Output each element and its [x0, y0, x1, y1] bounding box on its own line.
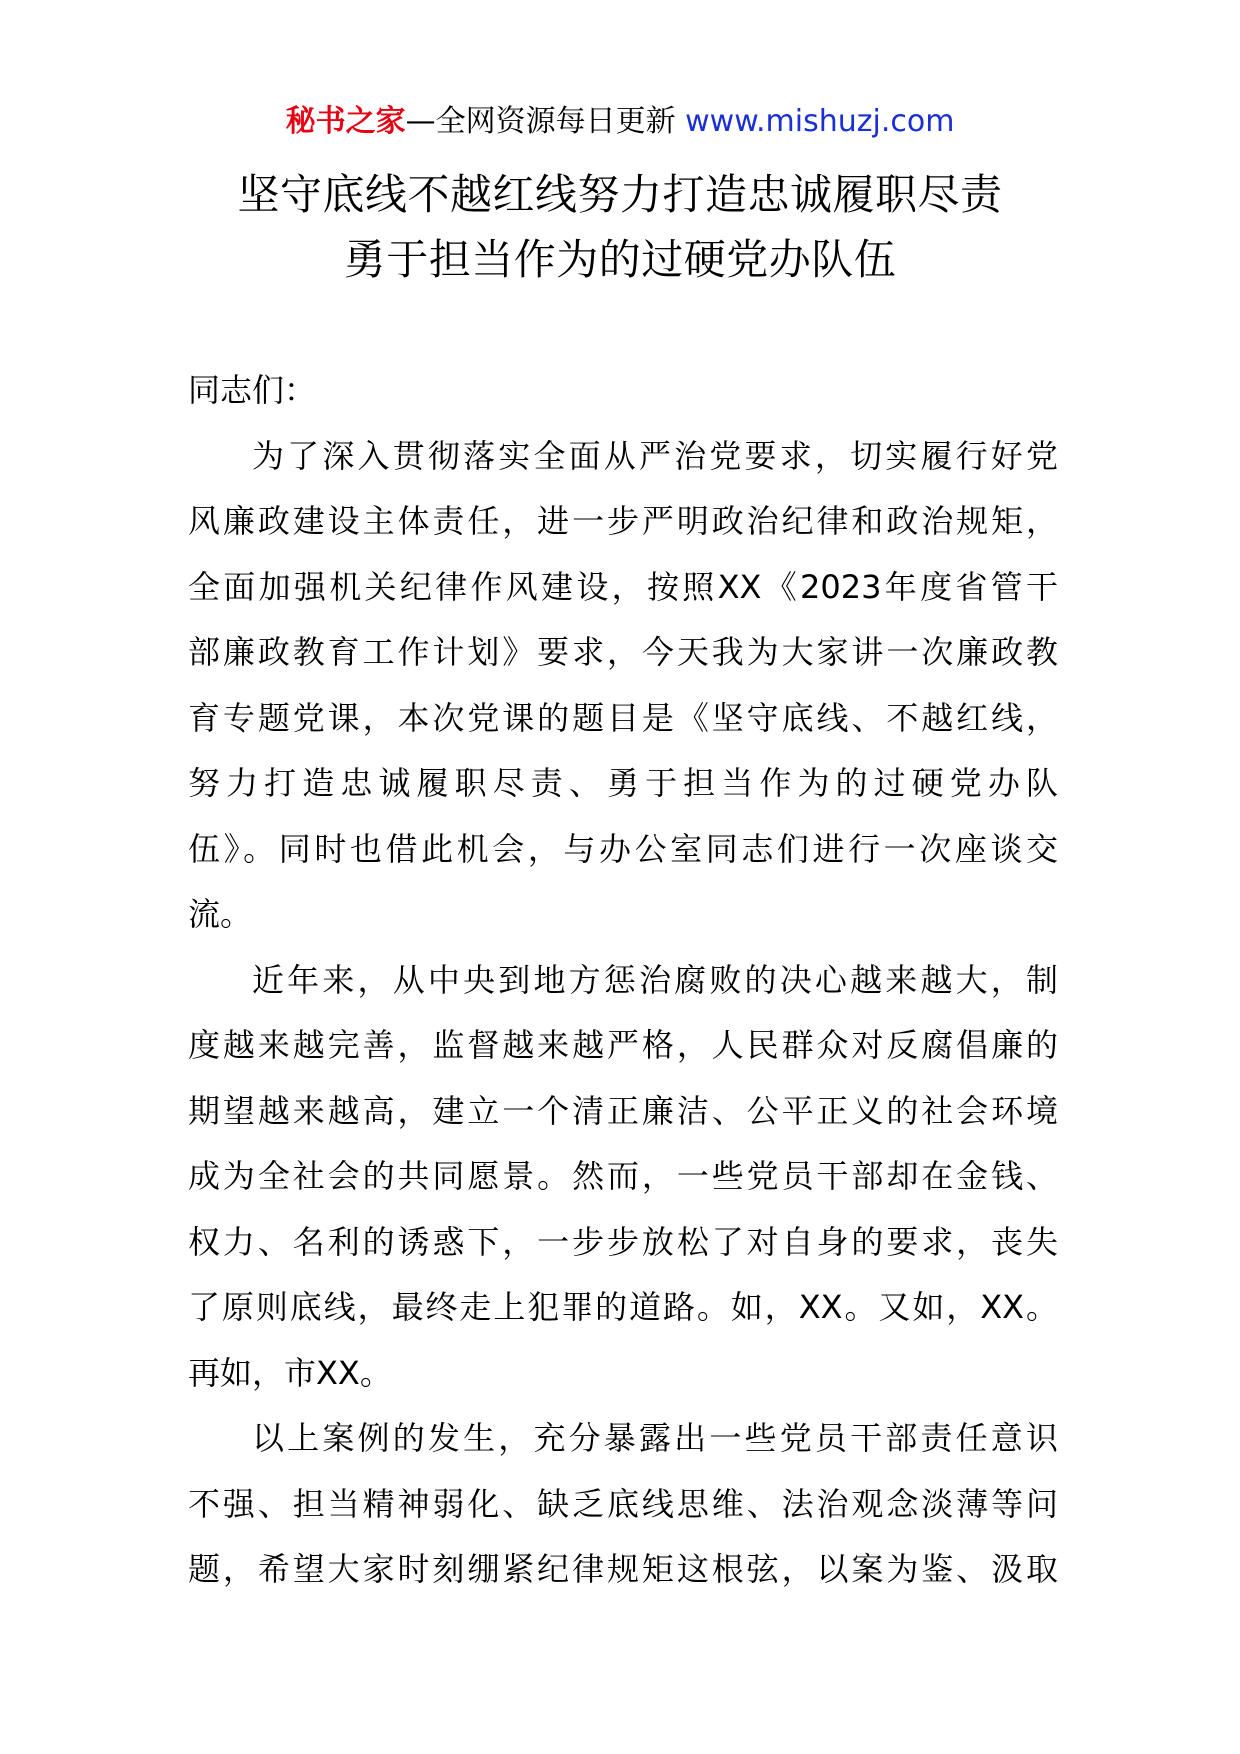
paragraph-line: 以上案例的发生，充分暴露出一些党员干部责任意识: [252, 1419, 1058, 1457]
paragraph-line: 权力、名利的诱惑下，一步步放松了对自身的要求，丧失: [188, 1222, 1058, 1261]
document-title: [150, 162, 1090, 292]
paragraph-1: [188, 424, 1058, 948]
brand-name: 秘书之家: [285, 104, 406, 139]
paragraph-line: 期望越来越高，建立一个清正廉洁、公平正义的社会环境: [188, 1091, 1058, 1130]
paragraph-2: [188, 948, 1058, 1407]
paragraph-line: 育专题党课，本次党课的题目是《坚守底线、不越红线，: [188, 698, 1058, 737]
paragraph-line: 伍》。同时也借此机会，与办公室同志们进行一次座谈交: [188, 829, 1058, 868]
header-tagline: —全网资源每日更新: [405, 104, 686, 139]
paragraph-line: 度越来越完善，监督越来越严格，人民群众对反腐倡廉的: [188, 1026, 1058, 1064]
title-line-1: 坚守底线不越红线努力打造忠诚履职尽责: [237, 170, 1003, 219]
paragraph-line: 为了深入贯彻落实全面从严治党要求，切实履行好党: [252, 436, 1058, 475]
paragraph-line: 不强、担当精神弱化、缺乏底线思维、法治观念淡薄等问: [188, 1484, 1058, 1523]
paragraph-line: 流。: [188, 895, 253, 933]
document-body: [188, 358, 1058, 1603]
salutation: 同志们：: [188, 371, 317, 409]
paragraph-line: 近年来，从中央到地方惩治腐败的决心越来越大，制: [252, 960, 1058, 999]
site-url-link[interactable]: www.mishuzj.com: [685, 104, 955, 139]
title-line-2: 勇于担当作为的过硬党办队伍: [343, 235, 897, 284]
paragraph-3: [188, 1406, 1058, 1603]
paragraph-line: 了原则底线，最终走上犯罪的道路。如，XX。又如，XX。: [188, 1288, 1058, 1326]
paragraph-line: 题，希望大家时刻绷紧纪律规矩这根弦，以案为鉴、汲取: [188, 1550, 1058, 1588]
paragraph-line: 全面加强机关纪律作风建设，按照XX《2023年度省管干: [188, 567, 1058, 606]
paragraph-line: 风廉政建设主体责任，进一步严明政治纪律和政治规矩，: [188, 502, 1058, 540]
paragraph-line: 成为全社会的共同愿景。然而，一些党员干部却在金钱、: [188, 1157, 1058, 1195]
paragraph-line: 再如，市XX。: [188, 1353, 392, 1392]
paragraph-line: 努力打造忠诚履职尽责、勇于担当作为的过硬党办队: [188, 764, 1058, 802]
paragraph-line: 部廉政教育工作计划》要求，今天我为大家讲一次廉政教: [188, 633, 1058, 671]
site-header: [0, 100, 1240, 144]
